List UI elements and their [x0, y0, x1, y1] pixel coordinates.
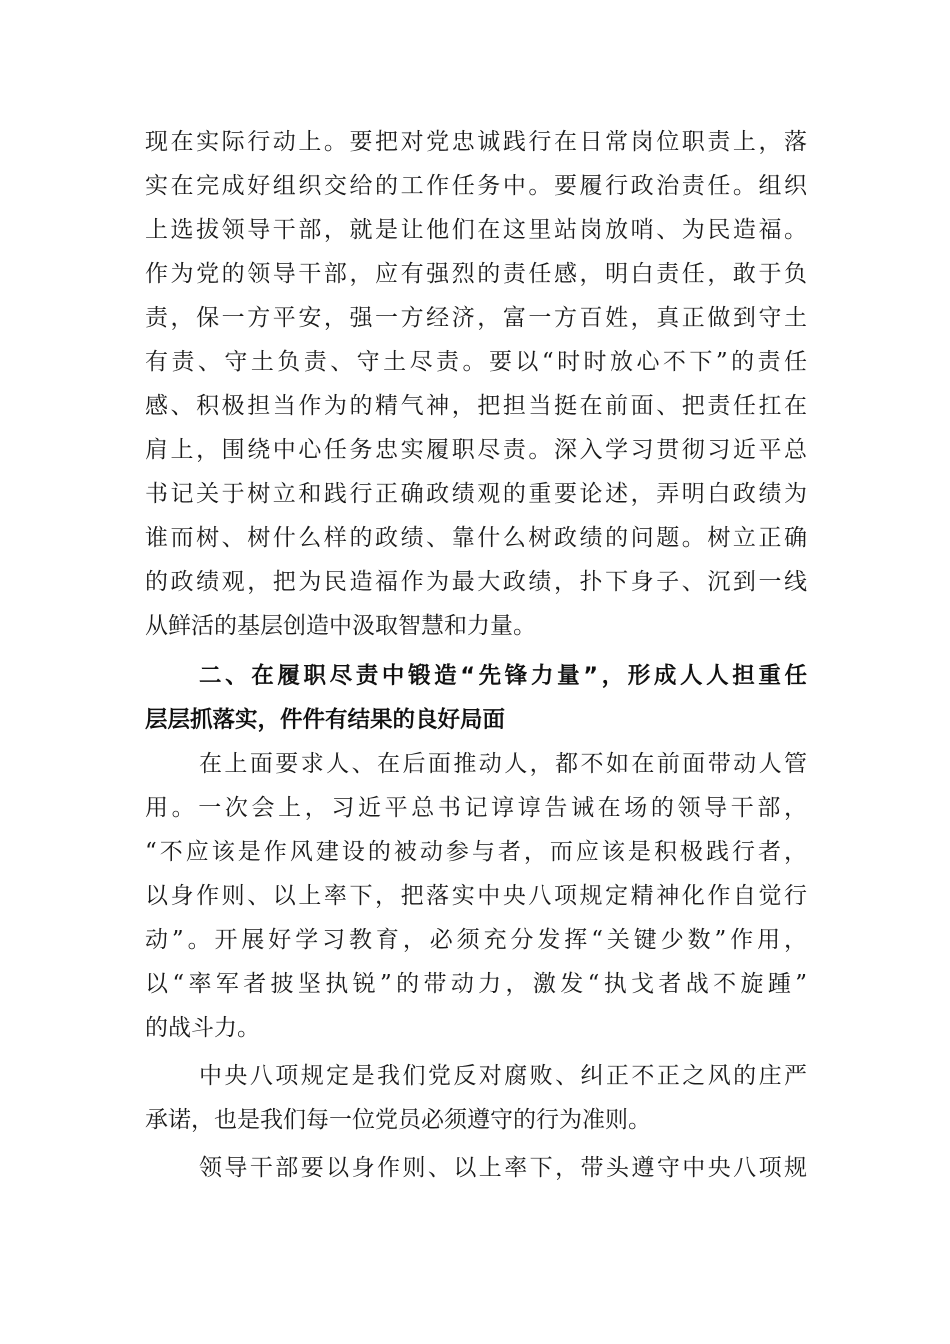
body-line: 的政绩观，把为民造福作为最大政绩，扑下身子、沉到一线	[145, 569, 807, 595]
body-line: 书记关于树立和践行正确政绩观的重要论述，弄明白政绩为	[145, 481, 807, 507]
body-line: 有责、守土负责、守土尽责。要以“时时放心不下”的责任	[145, 349, 807, 375]
body-line: 承诺，也是我们每一位党员必须遵守的行为准则。	[145, 1107, 651, 1133]
body-line: 肩上，围绕中心任务忠实履职尽责。深入学习贯彻习近平总	[145, 437, 807, 463]
body-line: 中央八项规定是我们党反对腐败、纠正不正之风的庄严	[199, 1063, 807, 1089]
body-line: 以身作则、以上率下，把落实中央八项规定精神化作自觉行	[145, 883, 807, 909]
body-line: 用。一次会上，习近平总书记谆谆告诫在场的领导干部，	[145, 795, 807, 821]
body-line: 领导干部要以身作则、以上率下，带头遵守中央八项规	[199, 1155, 807, 1181]
body-line: 实在完成好组织交给的工作任务中。要履行政治责任。组织	[145, 173, 807, 199]
body-line: 从鲜活的基层创造中汲取智慧和力量。	[145, 613, 536, 639]
body-line: 动”。开展好学习教育，必须充分发挥“关键少数”作用，	[145, 927, 807, 953]
body-line: 现在实际行动上。要把对党忠诚践行在日常岗位职责上，落	[145, 129, 807, 155]
section-heading: 二、在履职尽责中锻造“先锋力量”，形成人人担重任	[199, 663, 807, 689]
body-line: 谁而树、树什么样的政绩、靠什么树政绩的问题。树立正确	[145, 525, 807, 551]
body-line: 感、积极担当作为的精气神，把担当挺在前面、把责任扛在	[145, 393, 807, 419]
section-heading: 层层抓落实，件件有结果的良好局面	[145, 707, 506, 733]
body-line: 作为党的领导干部，应有强烈的责任感，明白责任，敢于负	[145, 261, 807, 287]
body-line: 责，保一方平安，强一方经济，富一方百姓，真正做到守土	[145, 305, 807, 331]
body-line: 上选拔领导干部，就是让他们在这里站岗放哨、为民造福。	[145, 217, 807, 243]
body-line: “不应该是作风建设的被动参与者，而应该是积极践行者，	[145, 839, 807, 865]
body-line: 在上面要求人、在后面推动人，都不如在前面带动人管	[199, 751, 807, 777]
body-line: 以“率军者披坚执锐”的带动力，激发“执戈者战不旋踵”	[145, 971, 807, 997]
body-line: 的战斗力。	[145, 1015, 260, 1041]
